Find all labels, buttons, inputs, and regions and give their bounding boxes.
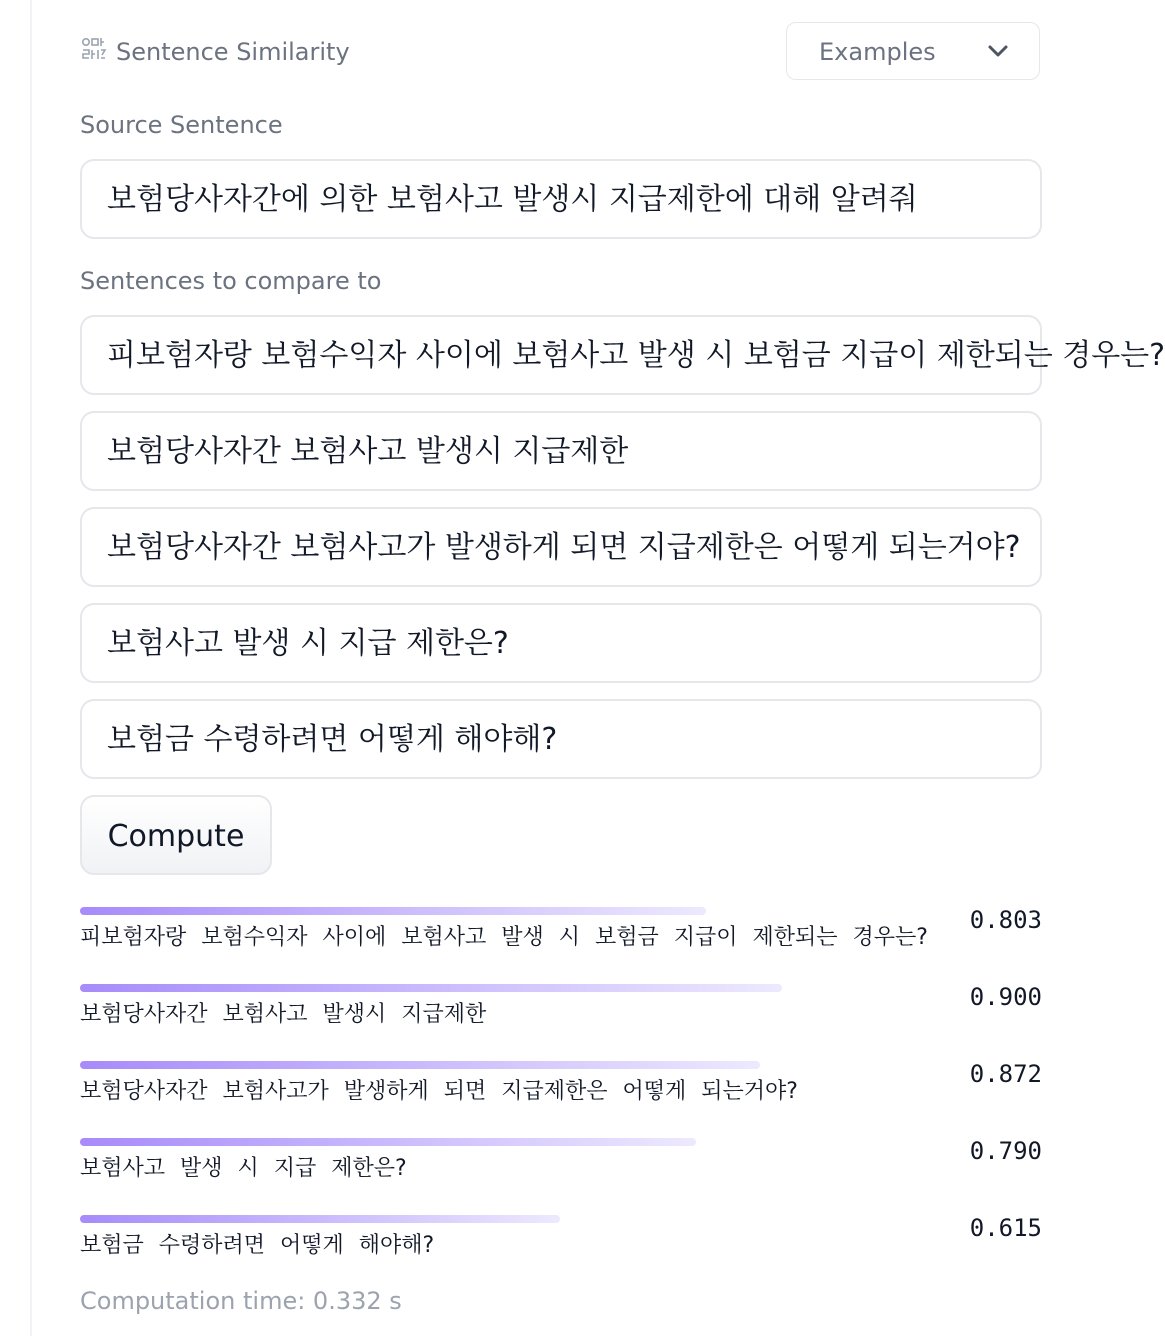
source-sentence-value: 보험당사자간에 의한 보험사고 발생시 지급제한에 대해 알려줘 [107,182,918,217]
similarity-bar-track [80,1061,860,1069]
compare-sentence-value: 보험당사자간 보험사고 발생시 지급제한 [107,434,629,469]
similarity-bar [80,907,706,915]
source-sentence-label: Source Sentence [80,111,283,139]
similarity-bar-track [80,1215,860,1223]
similarity-score: 0.790 [969,1137,1042,1165]
result-sentence: 보험당사자간 보험사고 발생시 지급제한 [80,1002,487,1027]
source-sentence-input[interactable] [80,159,1042,239]
similarity-score: 0.615 [969,1214,1042,1242]
left-divider [30,0,32,1336]
compare-sentence-input[interactable] [80,603,1042,683]
task-label: Sentence Similarity [116,38,350,66]
compare-sentence-input[interactable] [80,411,1042,491]
compare-sentences-label: Sentences to compare to [80,267,382,295]
similarity-bar [80,1215,560,1223]
compare-sentence-value: 피보험자랑 보험수익자 사이에 보험사고 발생 시 보험금 지급이 제한되는 경우는? [107,338,1165,373]
compare-sentence-input[interactable] [80,315,1165,395]
compare-sentence-value: 보험사고 발생 시 지급 제한은? [107,626,509,661]
result-sentence: 보험금 수령하려면 어떻게 해야해? [80,1233,435,1258]
compute-button[interactable] [80,795,272,875]
result-sentence: 보험당사자간 보험사고가 발생하게 되면 지급제한은 어떻게 되는거야? [80,1079,798,1104]
compare-sentence-input[interactable] [80,699,1042,779]
result-sentence: 보험사고 발생 시 지급 제한은? [80,1156,407,1181]
result-row [80,1061,1042,1121]
result-row [80,907,1042,967]
similarity-bar [80,984,782,992]
similarity-bar-track [80,907,860,915]
sentence-similarity-icon [80,36,108,64]
compute-button-label: Compute [107,819,245,854]
compare-sentence-value: 보험당사자간 보험사고가 발생하게 되면 지급제한은 어떻게 되는거야? [107,530,1021,565]
result-row [80,1215,1042,1275]
similarity-score: 0.900 [969,983,1042,1011]
similarity-bar [80,1061,760,1069]
computation-time: Computation time: 0.332 s [80,1287,402,1315]
similarity-score: 0.872 [969,1060,1042,1088]
widget-header [80,22,1042,84]
similarity-score: 0.803 [969,906,1042,934]
chevron-down-icon [987,43,1009,59]
result-row [80,984,1042,1044]
result-row [80,1138,1042,1198]
similarity-bar [80,1138,696,1146]
examples-label: Examples [819,38,936,66]
result-sentence: 피보험자랑 보험수익자 사이에 보험사고 발생 시 보험금 지급이 제한되는 경우는? [80,925,928,950]
similarity-bar-track [80,984,860,992]
examples-dropdown[interactable] [786,22,1040,80]
compare-sentence-input[interactable] [80,507,1042,587]
compare-sentence-value: 보험금 수령하려면 어떻게 해야해? [107,722,558,757]
similarity-bar-track [80,1138,860,1146]
